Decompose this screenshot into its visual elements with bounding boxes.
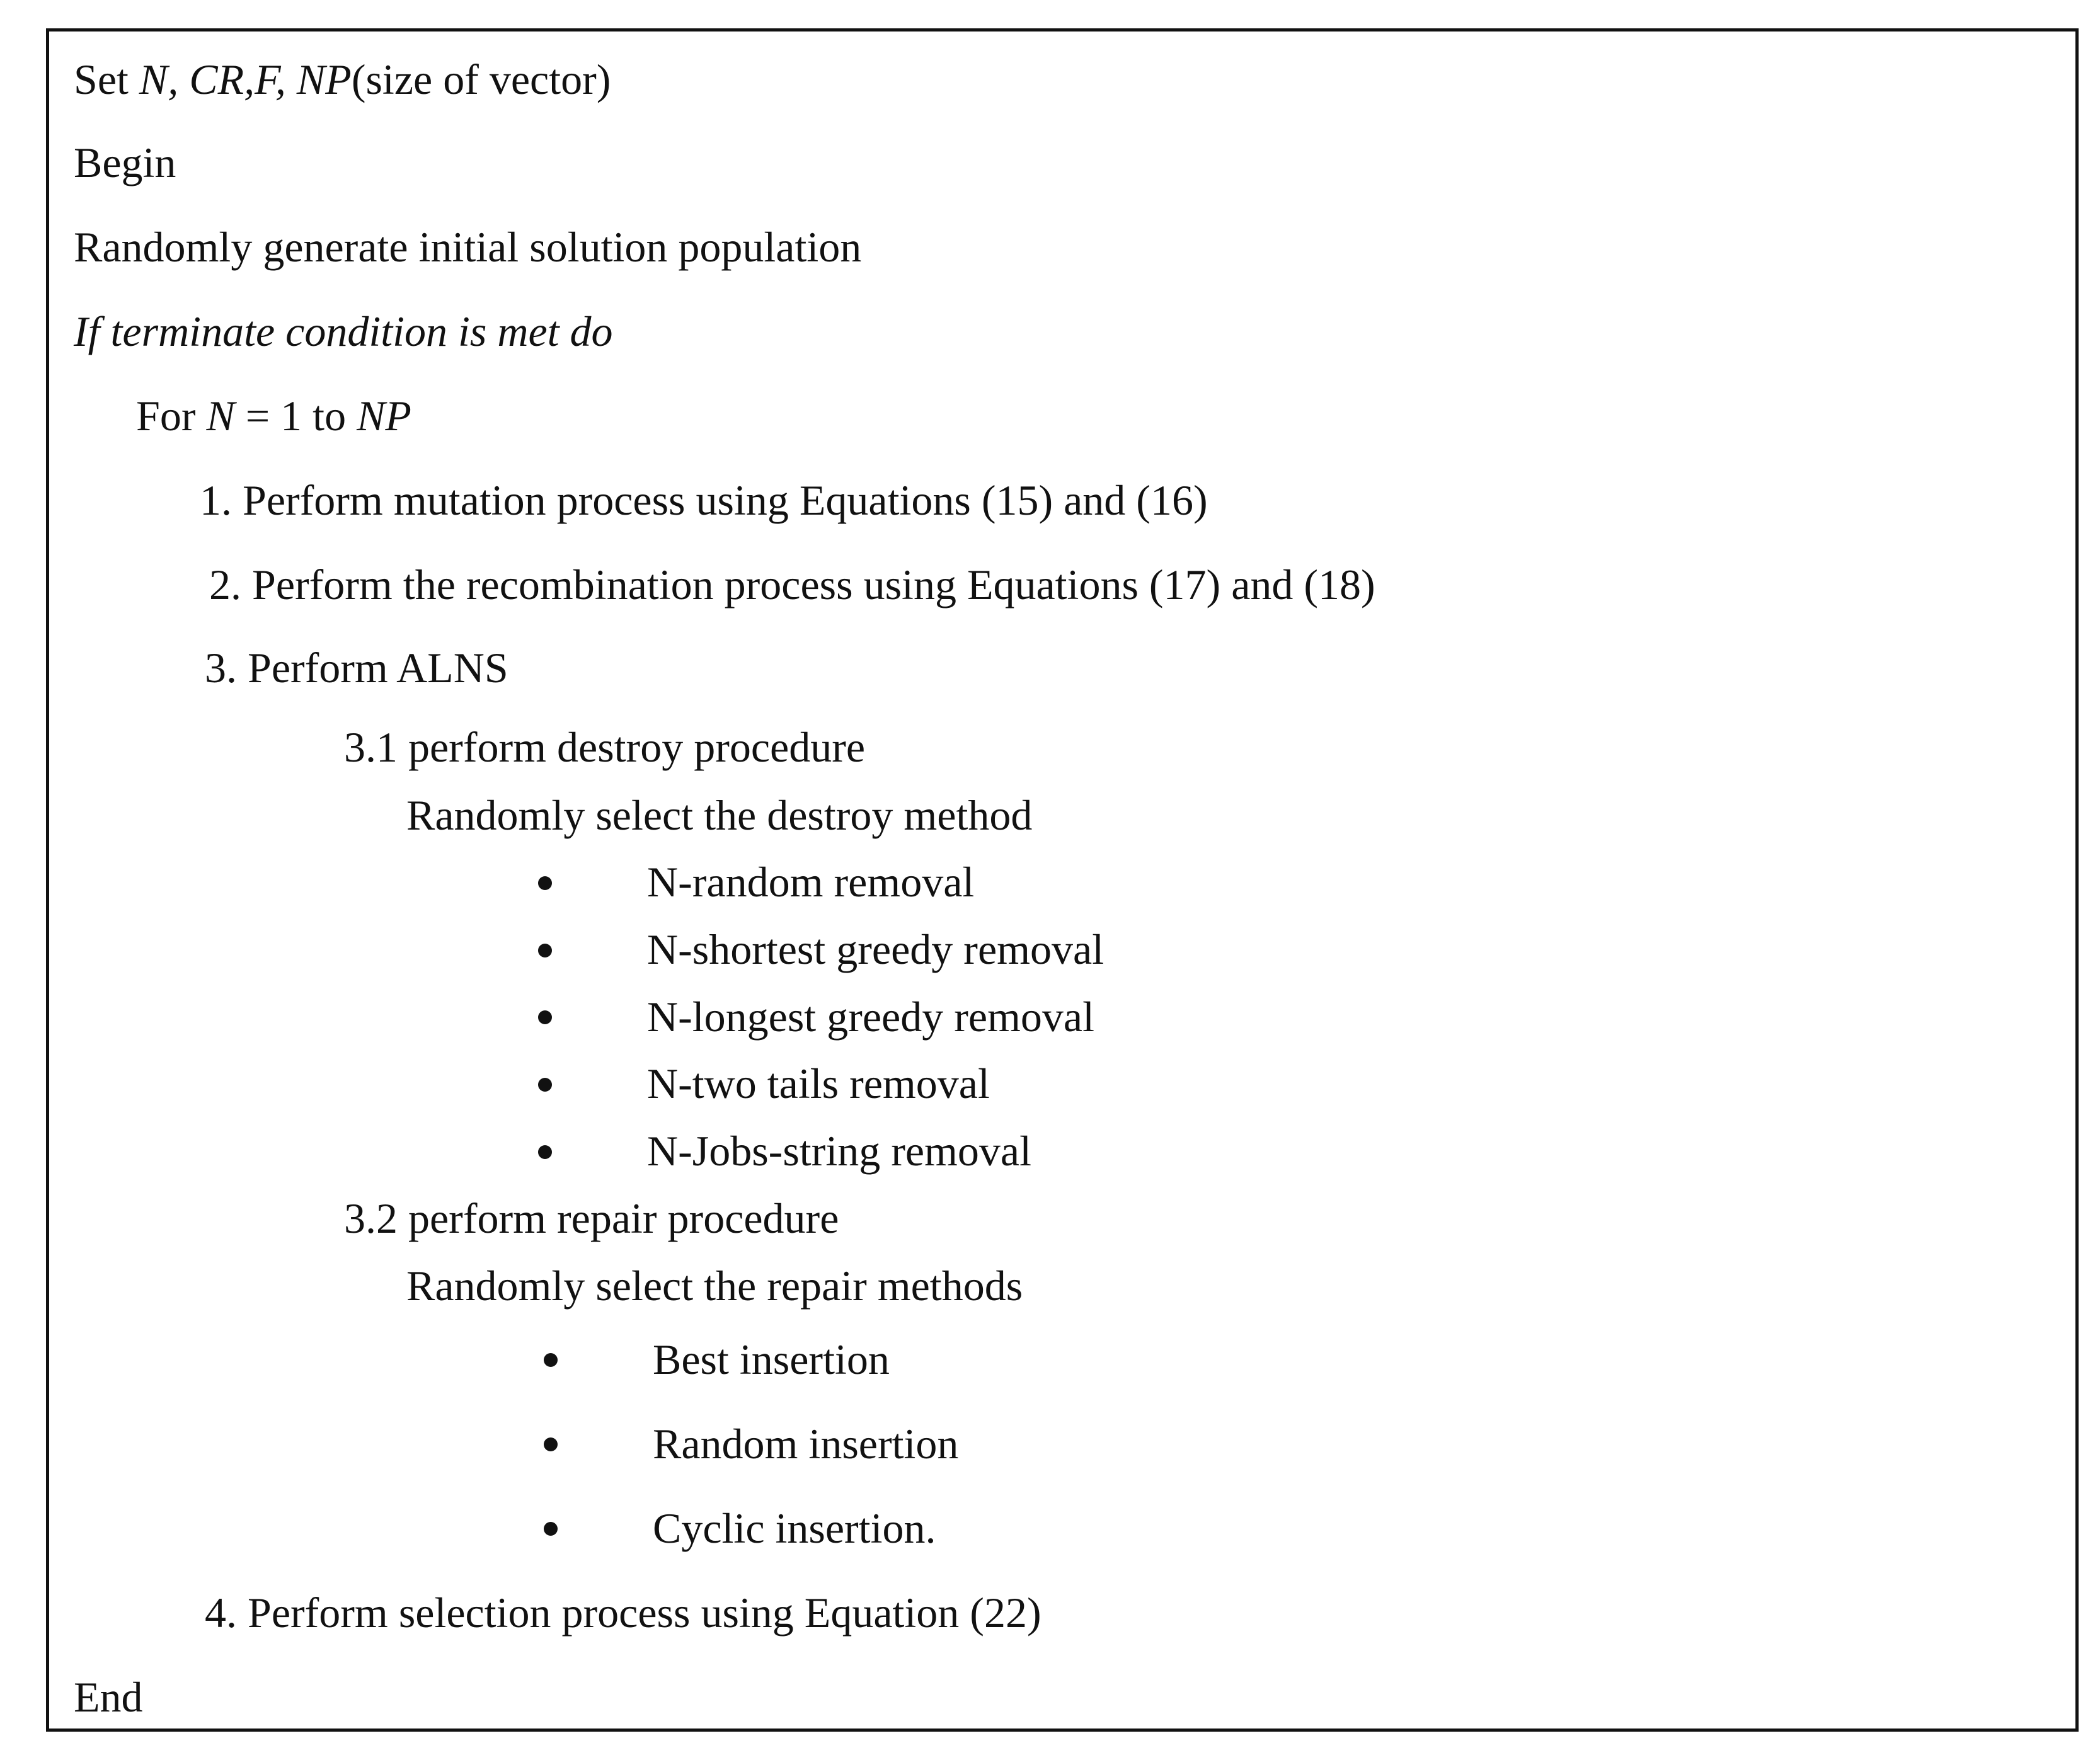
bullet-icon xyxy=(538,944,552,957)
repair-method-1: Best insertion xyxy=(653,1335,890,1383)
repair-select: Randomly select the repair methods xyxy=(406,1262,1023,1310)
loop-prefix: For xyxy=(136,392,207,440)
destroy-title: 3.1 perform destroy procedure xyxy=(344,723,866,771)
destroy-method-5: N-Jobs-string removal xyxy=(647,1127,1032,1175)
bullet-icon xyxy=(544,1522,558,1536)
destroy-method-1: N-random removal xyxy=(647,858,975,906)
loop-limit: NP xyxy=(357,392,411,440)
destroy-method-4: N-two tails removal xyxy=(647,1060,990,1107)
setup-line xyxy=(74,55,611,103)
bullet-icon xyxy=(538,1145,552,1159)
setup-params: N, CR,F, NP xyxy=(139,55,352,103)
repair-method-2: Random insertion xyxy=(653,1420,959,1468)
condition-line: If terminate condition is met do xyxy=(74,307,613,355)
algorithm-box xyxy=(46,28,2079,1732)
bullet-icon xyxy=(544,1353,558,1367)
loop-var: N xyxy=(206,392,235,440)
repair-title: 3.2 perform repair procedure xyxy=(344,1194,839,1242)
step-3: 3. Perform ALNS xyxy=(205,644,508,692)
destroy-method-2: N-shortest greedy removal xyxy=(647,925,1105,973)
destroy-select: Randomly select the destroy method xyxy=(406,791,1033,839)
setup-prefix: Set xyxy=(74,55,139,103)
step-1: 1. Perform mutation process using Equations (15) and (16) xyxy=(200,476,1208,524)
loop-middle: = 1 to xyxy=(234,392,357,440)
bullet-icon xyxy=(538,1078,552,1092)
setup-suffix: (size of vector) xyxy=(351,55,611,103)
end-line: End xyxy=(74,1673,143,1721)
bullet-icon xyxy=(538,876,552,890)
repair-method-3: Cyclic insertion. xyxy=(653,1504,936,1552)
step-4: 4. Perform selection process using Equation (22) xyxy=(205,1589,1041,1637)
bullet-icon xyxy=(538,1010,552,1024)
step-2: 2. Perform the recombination process using Equations (17) and (18) xyxy=(209,561,1375,609)
bullet-icon xyxy=(544,1437,558,1451)
init-line: Randomly generate initial solution population xyxy=(74,223,862,271)
begin-line: Begin xyxy=(74,139,176,186)
destroy-method-3: N-longest greedy removal xyxy=(647,993,1094,1041)
loop-line xyxy=(136,392,411,440)
